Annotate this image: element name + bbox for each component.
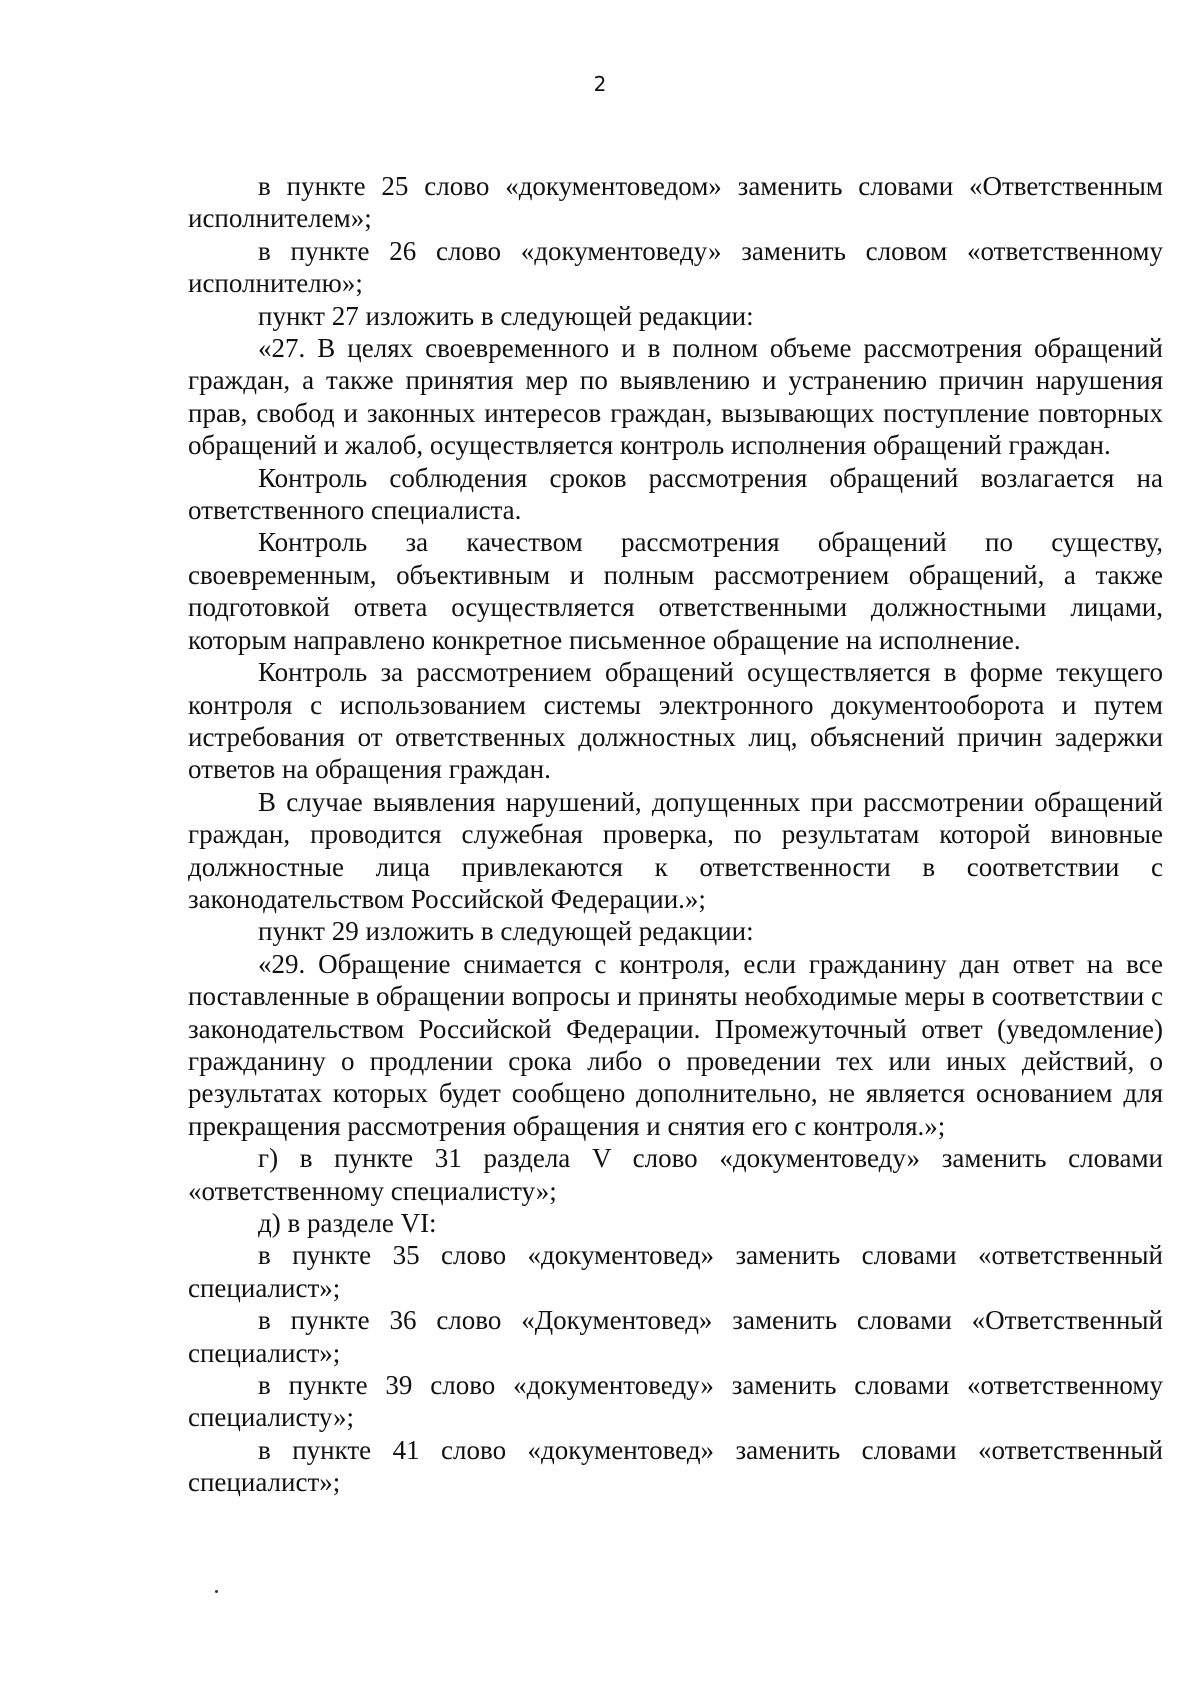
paragraph-item-35: в пункте 35 слово «документовед» заменить словами «ответственный специалист»; bbox=[188, 1240, 1163, 1303]
paragraph-item-29-text: «29. Обращение снимается с контроля, если гражданину дан ответ на все поставленные в обращении вопросы и приняты необходимые меры в соответствии с законодательством Российской Федерации. Промежуточный ответ (уведомление) гражданину о продлении срока либо о проведении тех или иных действий, о результатах которых будет сообщено дополнительно, не является основанием для прекращения рассмотрения обращения и снятия его с контроля.»; bbox=[188, 948, 1163, 1141]
scan-dot-mark bbox=[215, 1590, 218, 1593]
paragraph-control-quality: Контроль за качеством рассмотрения обращений по существу, своевременным, объективным и полным рассмотрением обращений, а также подготовкой ответа осуществляется ответственными должностными лицами, которым направлено конкретное письменное обращение на исполнение. bbox=[188, 527, 1163, 655]
paragraph-control-form: Контроль за рассмотрением обращений осуществляется в форме текущего контроля с использованием системы электронного документооборота и путем истребования от ответственных должностных лиц, объяснений причин задержки ответов на обращения граждан. bbox=[188, 657, 1163, 785]
document-body bbox=[188, 170, 1163, 1499]
paragraph-item-25: в пункте 25 слово «документоведом» заменить словами «Ответственным исполнителем»; bbox=[188, 171, 1163, 234]
paragraph-item-41: в пункте 41 слово «документовед» заменить словами «ответственный специалист»; bbox=[188, 1434, 1163, 1498]
page-number: 2 bbox=[593, 72, 607, 96]
paragraph-section-vi: д) в разделе VI: bbox=[258, 1208, 437, 1238]
paragraph-item-26: в пункте 26 слово «документоведу» заменить словом «ответственному исполнителю»; bbox=[188, 235, 1163, 299]
paragraph-control-deadlines: Контроль соблюдения сроков рассмотрения обращений возлагается на ответственного специалиста. bbox=[188, 462, 1163, 526]
paragraph-item-39: в пункте 39 слово «документоведу» заменить словами «ответственному специалисту»; bbox=[188, 1370, 1163, 1433]
paragraph-violations: В случае выявления нарушений, допущенных при рассмотрении обращений граждан, проводится служебная проверка, по результатам которой виновные должностные лица привлекаются к ответственности в соответствии с законодательством Российской Федерации.»; bbox=[188, 786, 1163, 914]
paragraph-item-27-intro: пункт 27 изложить в следующей редакции: bbox=[258, 300, 754, 331]
paragraph-item-36: в пункте 36 слово «Документовед» заменить словами «Ответственный специалист»; bbox=[188, 1305, 1163, 1368]
paragraph-item-27-text: «27. В целях своевременного и в полном объеме рассмотрения обращений граждан, а также принятия мер по выявлению и устранению причин нарушения прав, свобод и законных интересов граждан, вызывающих поступление повторных обращений и жалоб, осуществляется контроль исполнения обращений граждан. bbox=[188, 333, 1163, 461]
paragraph-item-31: г) в пункте 31 раздела V слово «документоведу» заменить словами «ответственному специалисту»; bbox=[188, 1143, 1163, 1206]
paragraph-item-29-intro: пункт 29 изложить в следующей редакции: bbox=[258, 916, 754, 947]
